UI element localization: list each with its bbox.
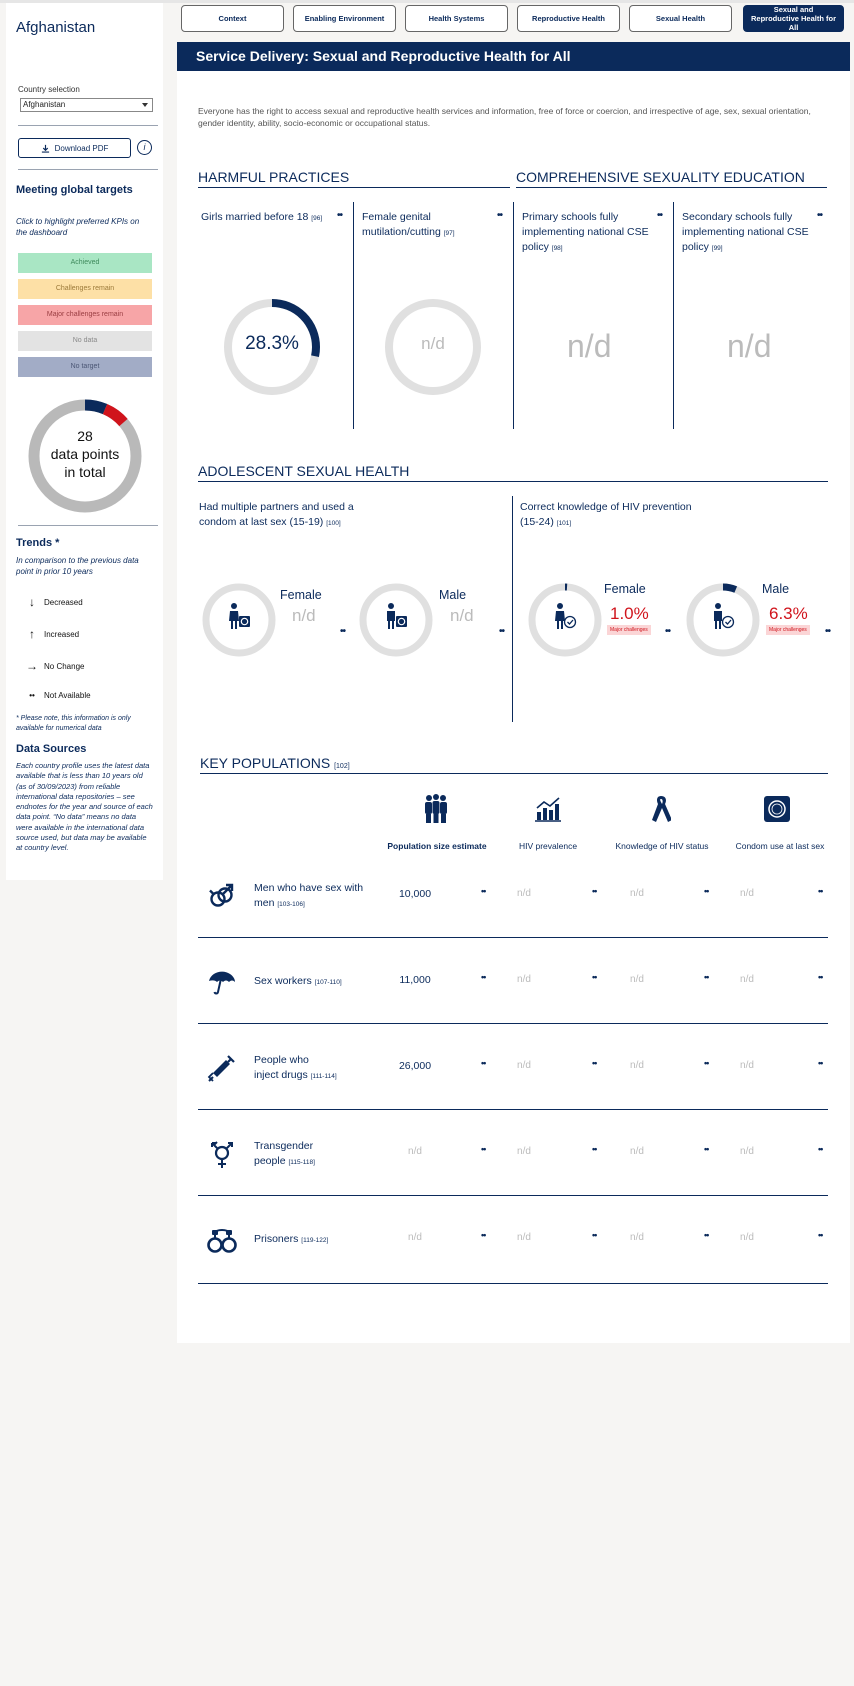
row-divider: [198, 1195, 828, 1196]
tab-sexual-health[interactable]: Sexual Health: [629, 5, 732, 32]
trend-na-icon: ••: [665, 626, 671, 637]
status-badge: Major challenges: [607, 625, 651, 635]
kpi-fgm-title: Female genital mutilation/cutting [97]: [362, 211, 455, 238]
main-panel: [177, 42, 850, 1343]
trend-na-icon: ••: [481, 972, 486, 982]
data-sources-title: Data Sources: [16, 743, 87, 755]
status-badge: Major challenges: [766, 625, 810, 635]
divider: [18, 169, 158, 170]
trend-na-icon: ••: [340, 626, 346, 637]
kpi-primary-cse-title: Primary schools fully implementing national CSE policy [98]: [522, 211, 649, 253]
table-cell: n/d: [740, 1232, 754, 1243]
info-icon[interactable]: i: [137, 140, 152, 155]
table-row-label: People who inject drugs [111-114]: [254, 1054, 337, 1081]
sidebar: [6, 3, 163, 880]
country-title: Afghanistan: [16, 19, 96, 36]
trend-na-icon: ••: [817, 210, 823, 221]
divider: [673, 202, 674, 429]
table-cell: 26,000: [398, 1060, 432, 1072]
country-select[interactable]: [20, 98, 153, 112]
section-cse: COMPREHENSIVE SEXUALITY EDUCATION: [516, 169, 827, 188]
divider: [18, 525, 158, 526]
kpi-girls-married-value: 28.3%: [245, 333, 299, 354]
people-group-icon: [423, 794, 449, 824]
trend-na-icon: ••: [704, 972, 709, 982]
trend-na-icon: ••: [499, 626, 505, 637]
arrow-right-icon: →: [26, 659, 38, 673]
tab-enabling-environment[interactable]: Enabling Environment: [293, 5, 396, 32]
table-cell: n/d: [517, 1146, 531, 1157]
trend-legend-label: Increased: [44, 629, 80, 639]
row-divider: [198, 1283, 828, 1284]
trend-na-icon: ••: [592, 972, 597, 982]
tab-reproductive-health[interactable]: Reproductive Health: [517, 5, 620, 32]
dots-icon: ••: [29, 691, 35, 700]
multiple-partners-male-ring: [358, 582, 434, 658]
hiv-knowledge-male-value: 6.3%: [769, 604, 808, 623]
section-adolescent-sexual-health: ADOLESCENT SEXUAL HEALTH: [198, 463, 828, 482]
table-cell: n/d: [630, 1060, 644, 1071]
tab-health-systems[interactable]: Health Systems: [405, 5, 508, 32]
col-knowledge-hiv-status: Knowledge of HIV status: [615, 841, 709, 851]
awareness-ribbon-icon: [651, 794, 671, 824]
data-sources-text: Each country profile uses the latest data available that is less than 10 years old (as of 30/09/2023) from reliable international data repositories – see endnotes for the year and source of each data point. “No data” means no data were available in the international data source used, but data may be available at country level.: [16, 761, 153, 853]
trend-na-icon: ••: [481, 1058, 486, 1068]
trend-legend-item: [26, 659, 84, 673]
download-icon: [41, 144, 50, 153]
table-row-label: Men who have sex with men [103-106]: [254, 882, 364, 909]
table-cell: n/d: [517, 888, 531, 899]
kpi-hiv-knowledge-title: Correct knowledge of HIV prevention (15-24) [101]: [520, 501, 692, 528]
legend-item-challenges-remain[interactable]: Challenges remain: [18, 279, 152, 299]
trend-na-icon: ••: [481, 1144, 486, 1154]
trend-na-icon: ••: [481, 1230, 486, 1240]
meeting-targets-note: Click to highlight preferred KPIs on the dashboard: [16, 217, 140, 237]
condom-icon: [763, 795, 791, 823]
table-cell: n/d: [408, 1146, 422, 1157]
section-key-populations: KEY POPULATIONS [102]: [200, 755, 828, 774]
trend-legend-item: [26, 627, 79, 641]
female-label: Female: [604, 582, 646, 596]
section-harmful-practices: HARMFUL PRACTICES: [198, 169, 510, 188]
arrow-down-icon: ↓: [29, 595, 35, 609]
tab-context[interactable]: Context: [181, 5, 284, 32]
trend-legend-label: Decreased: [44, 597, 83, 607]
trend-na-icon: ••: [704, 1144, 709, 1154]
multiple-partners-male-value: n/d: [450, 606, 474, 625]
divider: [513, 202, 514, 429]
tab-srh-for-all[interactable]: Sexual and Reproductive Health for All: [743, 5, 844, 32]
bar-chart-icon: [534, 796, 562, 822]
handcuffs-icon: [206, 1224, 238, 1256]
trend-legend-item: [26, 691, 91, 700]
trend-na-icon: ••: [704, 1058, 709, 1068]
table-cell: n/d: [517, 1232, 531, 1243]
table-cell: n/d: [517, 1060, 531, 1071]
intro-text: Everyone has the right to access sexual and reproductive health services and information, free of force or coercion, and irrespective of age, sex, sexual orientation, gender identity, ability, socio-economic or occupational status.: [198, 106, 811, 128]
kpi-multiple-partners-title: Had multiple partners and used a condom at last sex (15-19) [100]: [199, 501, 354, 528]
trend-na-icon: ••: [592, 886, 597, 896]
trend-na-icon: ••: [818, 972, 823, 982]
country-select-value: Afghanistan: [23, 100, 66, 109]
table-cell: n/d: [630, 1146, 644, 1157]
trend-legend-item: [26, 595, 83, 609]
kpi-secondary-cse-title: Secondary schools fully implementing national CSE policy [99]: [682, 211, 809, 253]
female-label: Female: [280, 588, 322, 602]
table-row-label: Transgender people [115-118]: [254, 1140, 315, 1167]
male-label: Male: [762, 582, 790, 596]
trend-na-icon: ••: [481, 886, 486, 896]
legend-item-major-challenges-remain[interactable]: Major challenges remain: [18, 305, 152, 325]
trends-note: In comparison to the previous data point in prior 10 years: [16, 556, 139, 576]
table-cell: n/d: [408, 1232, 422, 1243]
trend-na-icon: ••: [825, 626, 831, 637]
kpi-girls-married-ring: [223, 298, 321, 396]
hiv-knowledge-female-value: 1.0%: [610, 604, 649, 623]
male-check-icon: [711, 602, 735, 630]
col-condom-use: Condom use at last sex: [735, 841, 825, 851]
trend-legend-label: Not Available: [44, 691, 91, 700]
trend-na-icon: ••: [818, 1058, 823, 1068]
arrow-up-icon: ↑: [29, 627, 35, 641]
gender-male-male-icon: [206, 880, 238, 912]
table-cell: n/d: [740, 1060, 754, 1071]
col-population-size: Population size estimate: [387, 841, 487, 851]
male-condom-icon: [384, 602, 408, 630]
country-selection-label: Country selection: [18, 85, 80, 94]
trend-na-icon: ••: [592, 1144, 597, 1154]
row-divider: [198, 937, 828, 938]
row-divider: [198, 1109, 828, 1110]
trend-na-icon: ••: [704, 886, 709, 896]
trends-title: Trends *: [16, 537, 60, 549]
divider: [512, 496, 513, 722]
table-cell: n/d: [740, 888, 754, 899]
legend-item-no-data[interactable]: No data: [18, 331, 152, 351]
trend-na-icon: ••: [818, 886, 823, 896]
download-pdf-button[interactable]: [18, 138, 131, 158]
trend-na-icon: ••: [818, 1230, 823, 1240]
table-cell: n/d: [740, 974, 754, 985]
female-check-icon: [553, 602, 577, 630]
table-cell: n/d: [630, 974, 644, 985]
col-hiv-prevalence: HIV prevalence: [518, 841, 578, 851]
chevron-down-icon: [142, 103, 148, 107]
footnote: * Please note, this information is only available for numerical data: [16, 715, 131, 732]
kpi-primary-cse-value: n/d: [567, 328, 612, 364]
table-cell: n/d: [740, 1146, 754, 1157]
donut-label: 28 data points in total: [50, 428, 120, 480]
meeting-targets-title: Meeting global targets: [16, 184, 133, 196]
trend-legend-label: No Change: [44, 661, 85, 671]
divider: [18, 125, 158, 126]
legend-item-achieved[interactable]: Achieved: [18, 253, 152, 273]
table-cell: n/d: [517, 974, 531, 985]
trend-na-icon: ••: [818, 1144, 823, 1154]
multiple-partners-female-value: n/d: [292, 606, 316, 625]
table-cell: 11,000: [399, 974, 431, 986]
divider: [353, 202, 354, 429]
kpi-fgm-ring: [384, 298, 482, 396]
page-title: Service Delivery: Sexual and Reproductive Health for All: [177, 42, 850, 71]
table-cell: n/d: [630, 888, 644, 899]
table-row-label: Prisoners [119-122]: [254, 1233, 329, 1245]
trend-na-icon: ••: [592, 1230, 597, 1240]
transgender-icon: [206, 1138, 238, 1170]
legend-item-no-target[interactable]: No target: [18, 357, 152, 377]
syringe-icon: [206, 1052, 238, 1084]
hiv-knowledge-male-ring: [685, 582, 761, 658]
umbrella-icon: [206, 966, 238, 998]
kpi-secondary-cse-value: n/d: [727, 328, 772, 364]
data-points-donut: [26, 397, 144, 515]
male-label: Male: [439, 588, 467, 602]
kpi-girls-married-title: Girls married before 18 [96]: [201, 211, 323, 223]
table-cell: 10,000: [398, 888, 432, 900]
table-cell: n/d: [630, 1232, 644, 1243]
female-condom-icon: [227, 602, 251, 630]
trend-na-icon: ••: [592, 1058, 597, 1068]
trend-na-icon: ••: [497, 210, 503, 221]
kpi-fgm-value: n/d: [421, 334, 445, 353]
multiple-partners-female-ring: [201, 582, 277, 658]
table-row-label: Sex workers [107-110]: [254, 975, 342, 987]
hiv-knowledge-female-ring: [527, 582, 603, 658]
trend-na-icon: ••: [337, 210, 343, 221]
row-divider: [198, 1023, 828, 1024]
download-pdf-label: Download PDF: [54, 143, 109, 153]
trend-na-icon: ••: [657, 210, 663, 221]
trend-na-icon: ••: [704, 1230, 709, 1240]
